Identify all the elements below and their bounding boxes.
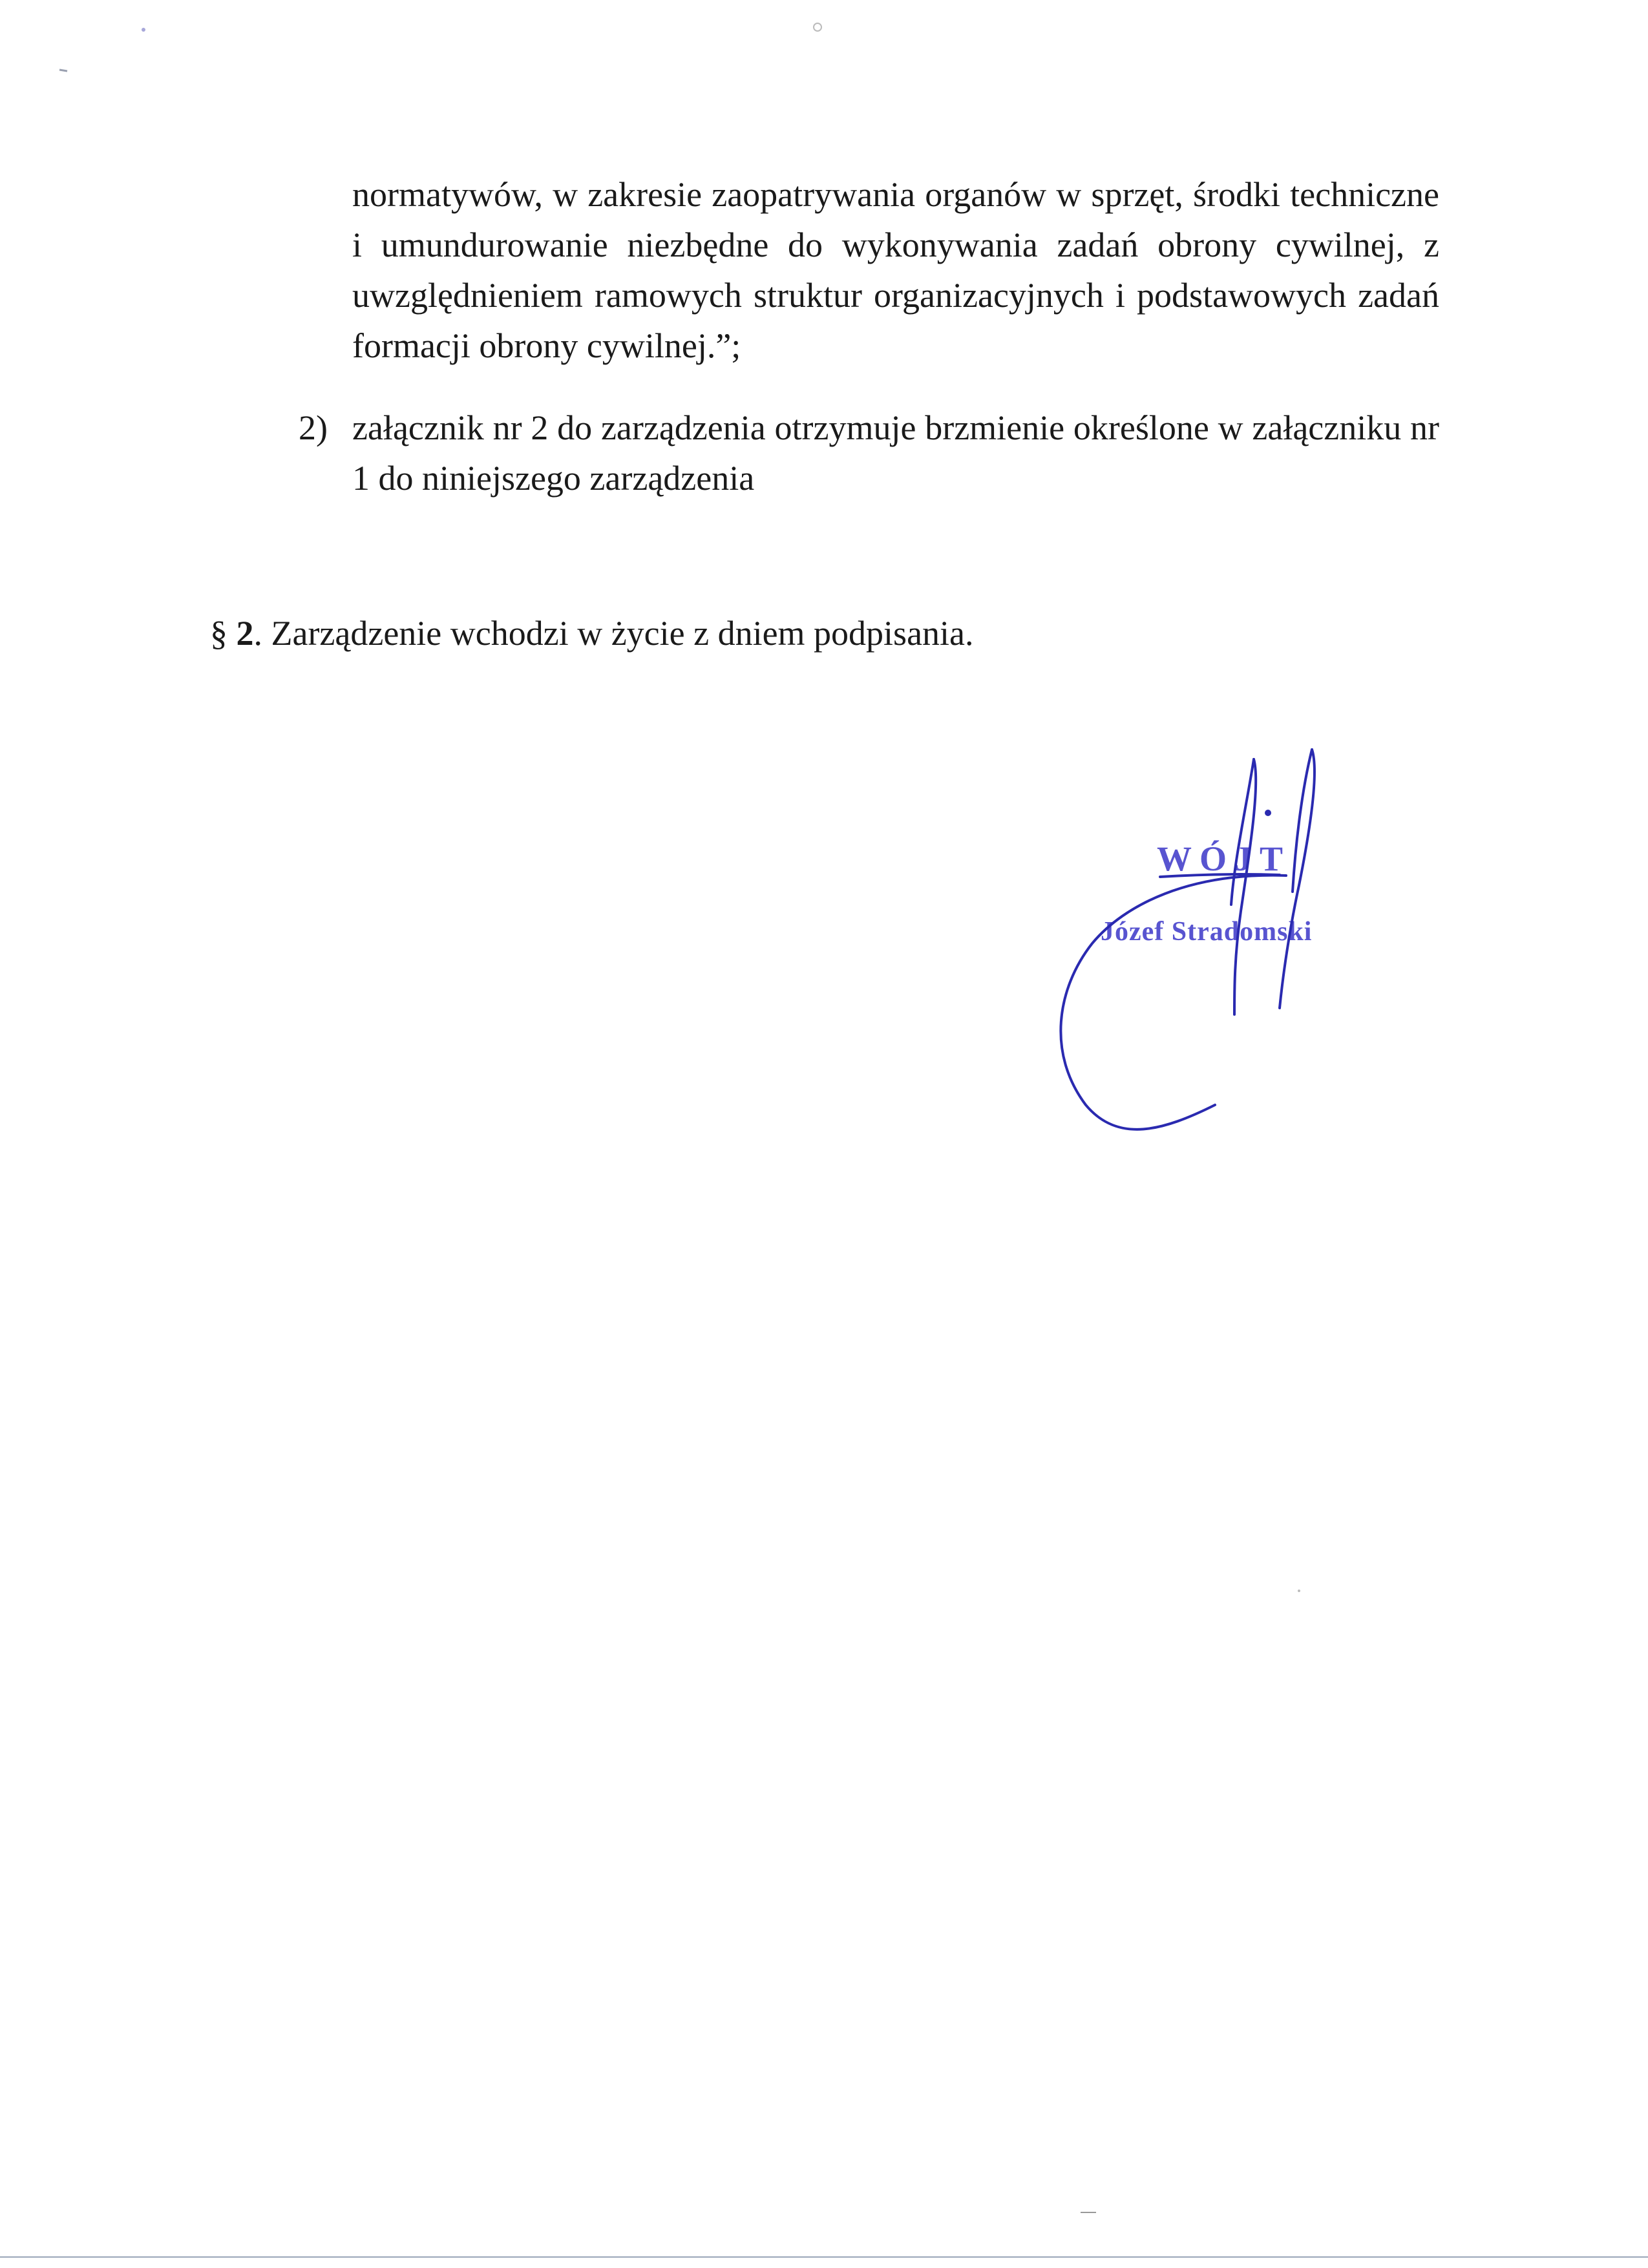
list-item-number: 2) — [299, 408, 328, 447]
list-item-2 — [299, 403, 1439, 503]
page-bottom-edge — [0, 2256, 1648, 2258]
list-item-text: załącznik nr 2 do zarządzenia otrzymuje brzmienie określone w załączniku nr 1 do niniejszego zarządzenia — [352, 408, 1439, 498]
section-number: 2 — [236, 614, 254, 653]
handwritten-signature — [931, 743, 1396, 1150]
section-2-paragraph — [210, 608, 1438, 658]
continuation-paragraph: normatywów, w zakresie zaopatrywania organów w sprzęt, środki techniczne i umundurowanie niezbędne do wykonywania zadań obrony cywilnej, z uwzględnieniem ramowych struktur organizacyjnych i podstawowych zadań formacji obrony cywilnej.”; — [352, 175, 1439, 365]
section-text: . Zarządzenie wchodzi w życie z dniem podpisania. — [253, 614, 974, 653]
stamp-name: Józef Stradomski — [1101, 917, 1313, 947]
stamp-title: WÓJT — [1157, 839, 1291, 878]
section-symbol: § — [210, 614, 227, 653]
